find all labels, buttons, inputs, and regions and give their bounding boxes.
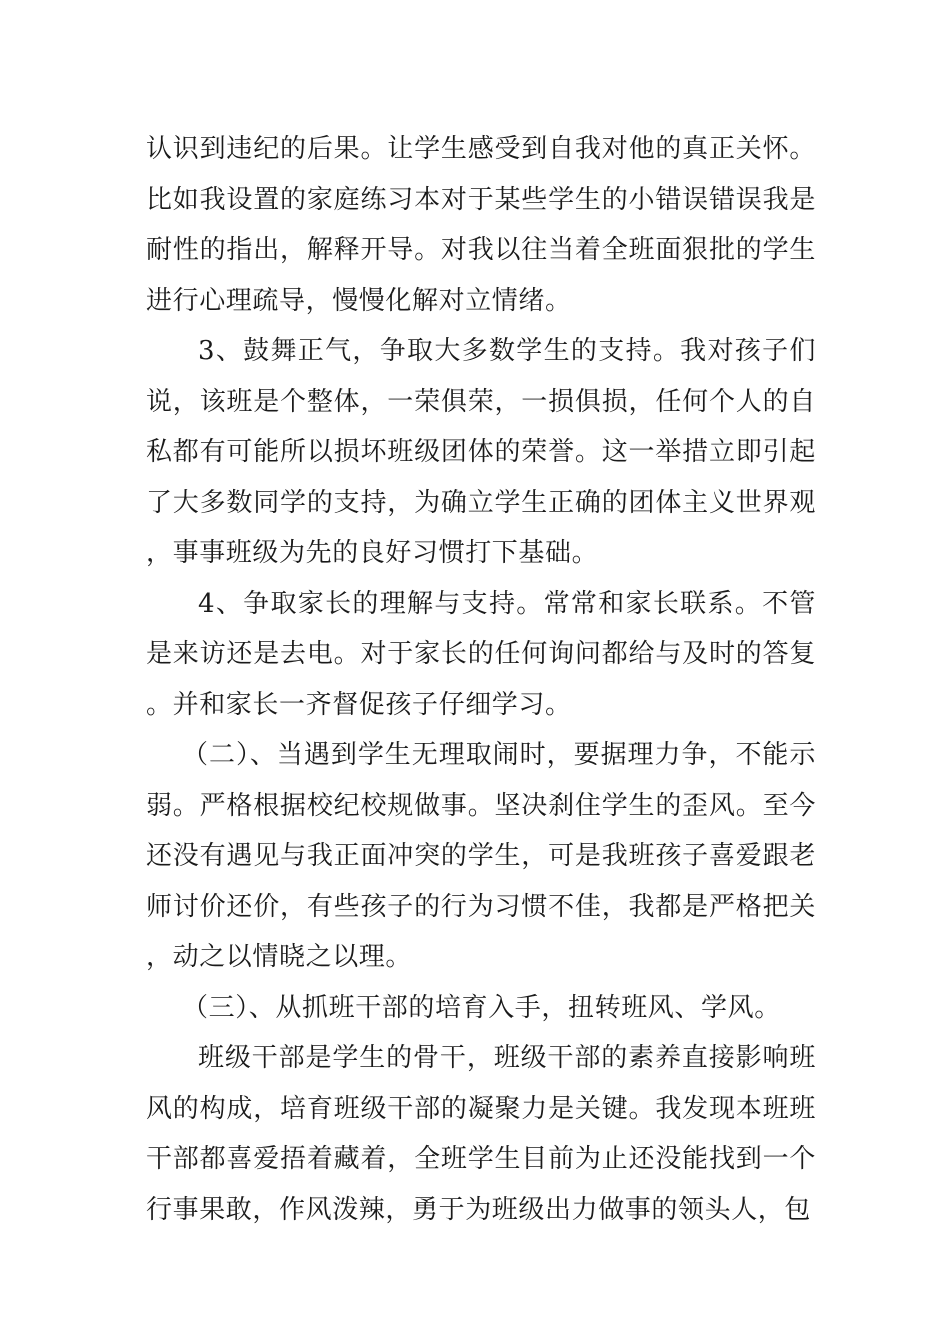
- paragraph-section-3-heading: （三）、从抓班干部的培育入手，扭转班风、学风。: [182, 992, 781, 1023]
- document-body: [146, 124, 816, 1235]
- paragraph-item-3: 3、鼓舞正气，争取大多数学生的支持。我对孩子们说，该班是个整体，一荣俱荣，一损俱损，任何个人的自私都有可能所以损坏班级团体的荣誉。这一举措立即引起了大多数同学的支持，为确立学生正确的团体主义世界观，事事班级为先的良好习惯打下基础。: [146, 336, 816, 568]
- paragraph-class-cadres: 班级干部是学生的骨干，班级干部的素养直接影响班风的构成，培育班级干部的凝聚力是关键。我发现本班班干部都喜爱捂着藏着，全班学生目前为止还没能找到一个行事果敢，作风泼辣，勇于为班级出力做事的领头人，包: [146, 1043, 816, 1225]
- paragraph-section-2: （二）、当遇到学生无理取闹时，要据理力争，不能示弱。严格根据校纪校规做事。坚决刹住学生的歪风。至今还没有遇见与我正面冲突的学生，可是我班孩子喜爱跟老师讨价还价，有些孩子的行为习惯不佳，我都是严格把关，动之以情晓之以理。: [146, 740, 816, 972]
- paragraph-continuation: 认识到违纪的后果。让学生感受到自我对他的真正关怀。比如我设置的家庭练习本对于某些学生的小错误错误我是耐性的指出，解释开导。对我以往当着全班面狠批的学生进行心理疏导，慢慢化解对立情绪。: [146, 134, 816, 316]
- paragraph-item-4: 4、争取家长的理解与支持。常常和家长联系。不管是来访还是去电。对于家长的任何询问都给与及时的答复。并和家长一齐督促孩子仔细学习。: [146, 588, 816, 720]
